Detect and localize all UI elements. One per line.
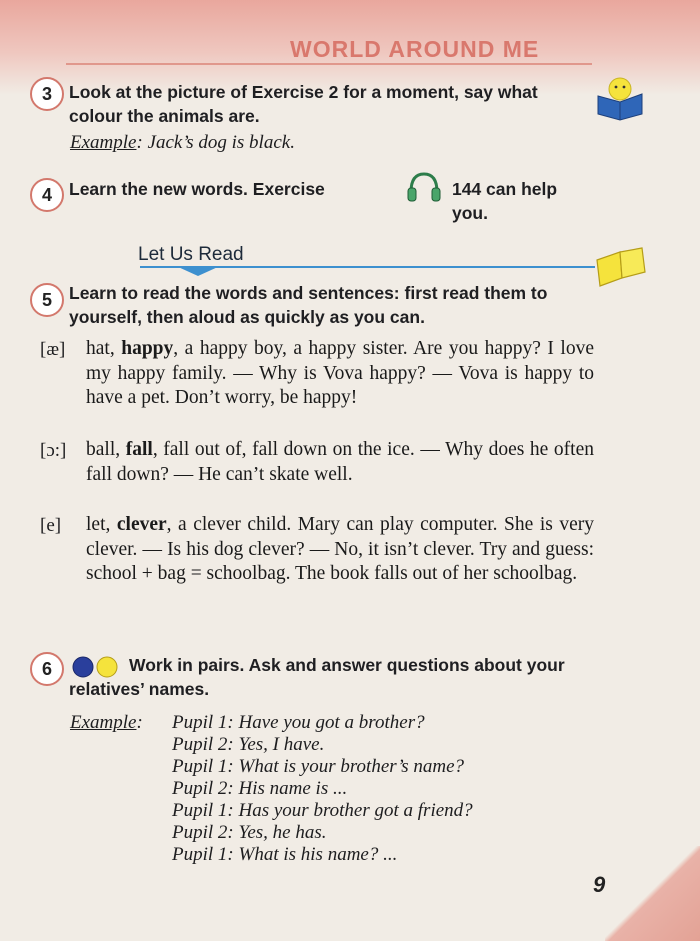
exercise-4-number: 4	[30, 178, 64, 212]
speech: Yes, he has.	[238, 822, 327, 843]
page-number: 9	[593, 872, 606, 897]
phonetic-o-long: [ɔ:]	[40, 440, 67, 461]
header-rule	[66, 63, 592, 65]
reading-paragraph-ae	[86, 337, 594, 411]
speaker: Pupil 1	[172, 800, 228, 821]
speech: Yes, I have.	[238, 734, 325, 755]
key-word-prefix: ball,	[86, 439, 126, 460]
dialogue-line: Pupil 2: Yes, he has.	[172, 822, 327, 843]
example-text: : Jack’s dog is black.	[136, 132, 295, 153]
speaker: Pupil 2	[172, 778, 228, 799]
key-word: clever	[116, 514, 167, 535]
open-book-icon	[594, 246, 648, 288]
section-rule-marker	[176, 266, 220, 276]
speaker: Pupil 1	[172, 712, 228, 733]
speaker: Pupil 1	[172, 844, 228, 865]
exercise-3-example	[70, 132, 295, 154]
speaker: Pupil 2	[172, 734, 228, 755]
dialogue-line: Pupil 1: What is his name? ...	[172, 844, 398, 865]
example-label: Example	[70, 712, 137, 733]
key-word: happy	[121, 338, 174, 359]
paragraph-text: , a happy boy, a happy sister. Are you happy? I love my happy family. — Why is Vova happy? — Vova is happy to have a pet. Don’t worry, be happy!	[86, 338, 594, 408]
dialogue-line: Pupil 2: His name is ...	[172, 778, 348, 799]
speech: Has your brother got a friend?	[238, 800, 473, 821]
paragraph-text: , a clever child. Mary can play computer. She is very clever. — Is his dog clever? — No, it isn’t clever. Try and guess: school + bag = schoolbag. The book falls out of her schoolbag.	[86, 514, 594, 584]
paragraph-text: , fall out of, fall down on the ice. — Why does he often fall down? — He can’t skate well.	[86, 439, 594, 485]
dialogue-line: Pupil 1: What is your brother’s name?	[172, 756, 465, 777]
speaker: Pupil 1	[172, 756, 228, 777]
speech: His name is ...	[238, 778, 348, 799]
example-colon: :	[136, 712, 143, 733]
exercise-3-number: 3	[30, 77, 64, 111]
exercise-4-text-b: 144 can help you.	[452, 179, 558, 223]
exercise-6-number: 6	[30, 652, 64, 686]
speech: What is your brother’s name?	[238, 756, 465, 777]
key-word-prefix: hat,	[86, 338, 122, 359]
dialogue-line: Pupil 1: Has your brother got a friend?	[172, 800, 473, 821]
exercise-5-number: 5	[30, 283, 64, 317]
dialogue-line: Pupil 1: Have you got a brother?	[172, 712, 425, 733]
exercise-6-instruction: Work in pairs. Ask and answer questions about your relatives’ names.	[69, 655, 565, 699]
speech: Have you got a brother?	[238, 712, 425, 733]
dialogue-line: Pupil 2: Yes, I have.	[172, 734, 325, 755]
section-heading-let-us-read: Let Us Read	[138, 244, 244, 265]
page-corner	[605, 846, 700, 941]
phonetic-e: [e]	[40, 515, 62, 536]
reading-paragraph-e	[86, 513, 594, 587]
exercise-4-text-a: Learn the new words. Exercise	[69, 179, 325, 199]
key-word-prefix: let,	[86, 514, 117, 535]
exercise-6-example-label-line	[70, 712, 143, 734]
example-label: Example	[70, 132, 137, 153]
exercise-5-instruction: Learn to read the words and sentences: first read them to yourself, then aloud as quickly as you can.	[69, 283, 548, 327]
speaker: Pupil 2	[172, 822, 228, 843]
speech: What is his name? ...	[238, 844, 398, 865]
headphones-icon	[406, 170, 442, 204]
phonetic-ae: [æ]	[40, 339, 66, 360]
key-word: fall	[125, 439, 153, 460]
reading-paragraph-o-long	[86, 438, 594, 487]
header-title: WORLD AROUND ME	[290, 36, 540, 62]
book-reader-icon	[596, 76, 644, 122]
exercise-3-instruction: Look at the picture of Exercise 2 for a moment, say what colour the animals are.	[69, 82, 538, 126]
dialogue	[172, 712, 473, 866]
